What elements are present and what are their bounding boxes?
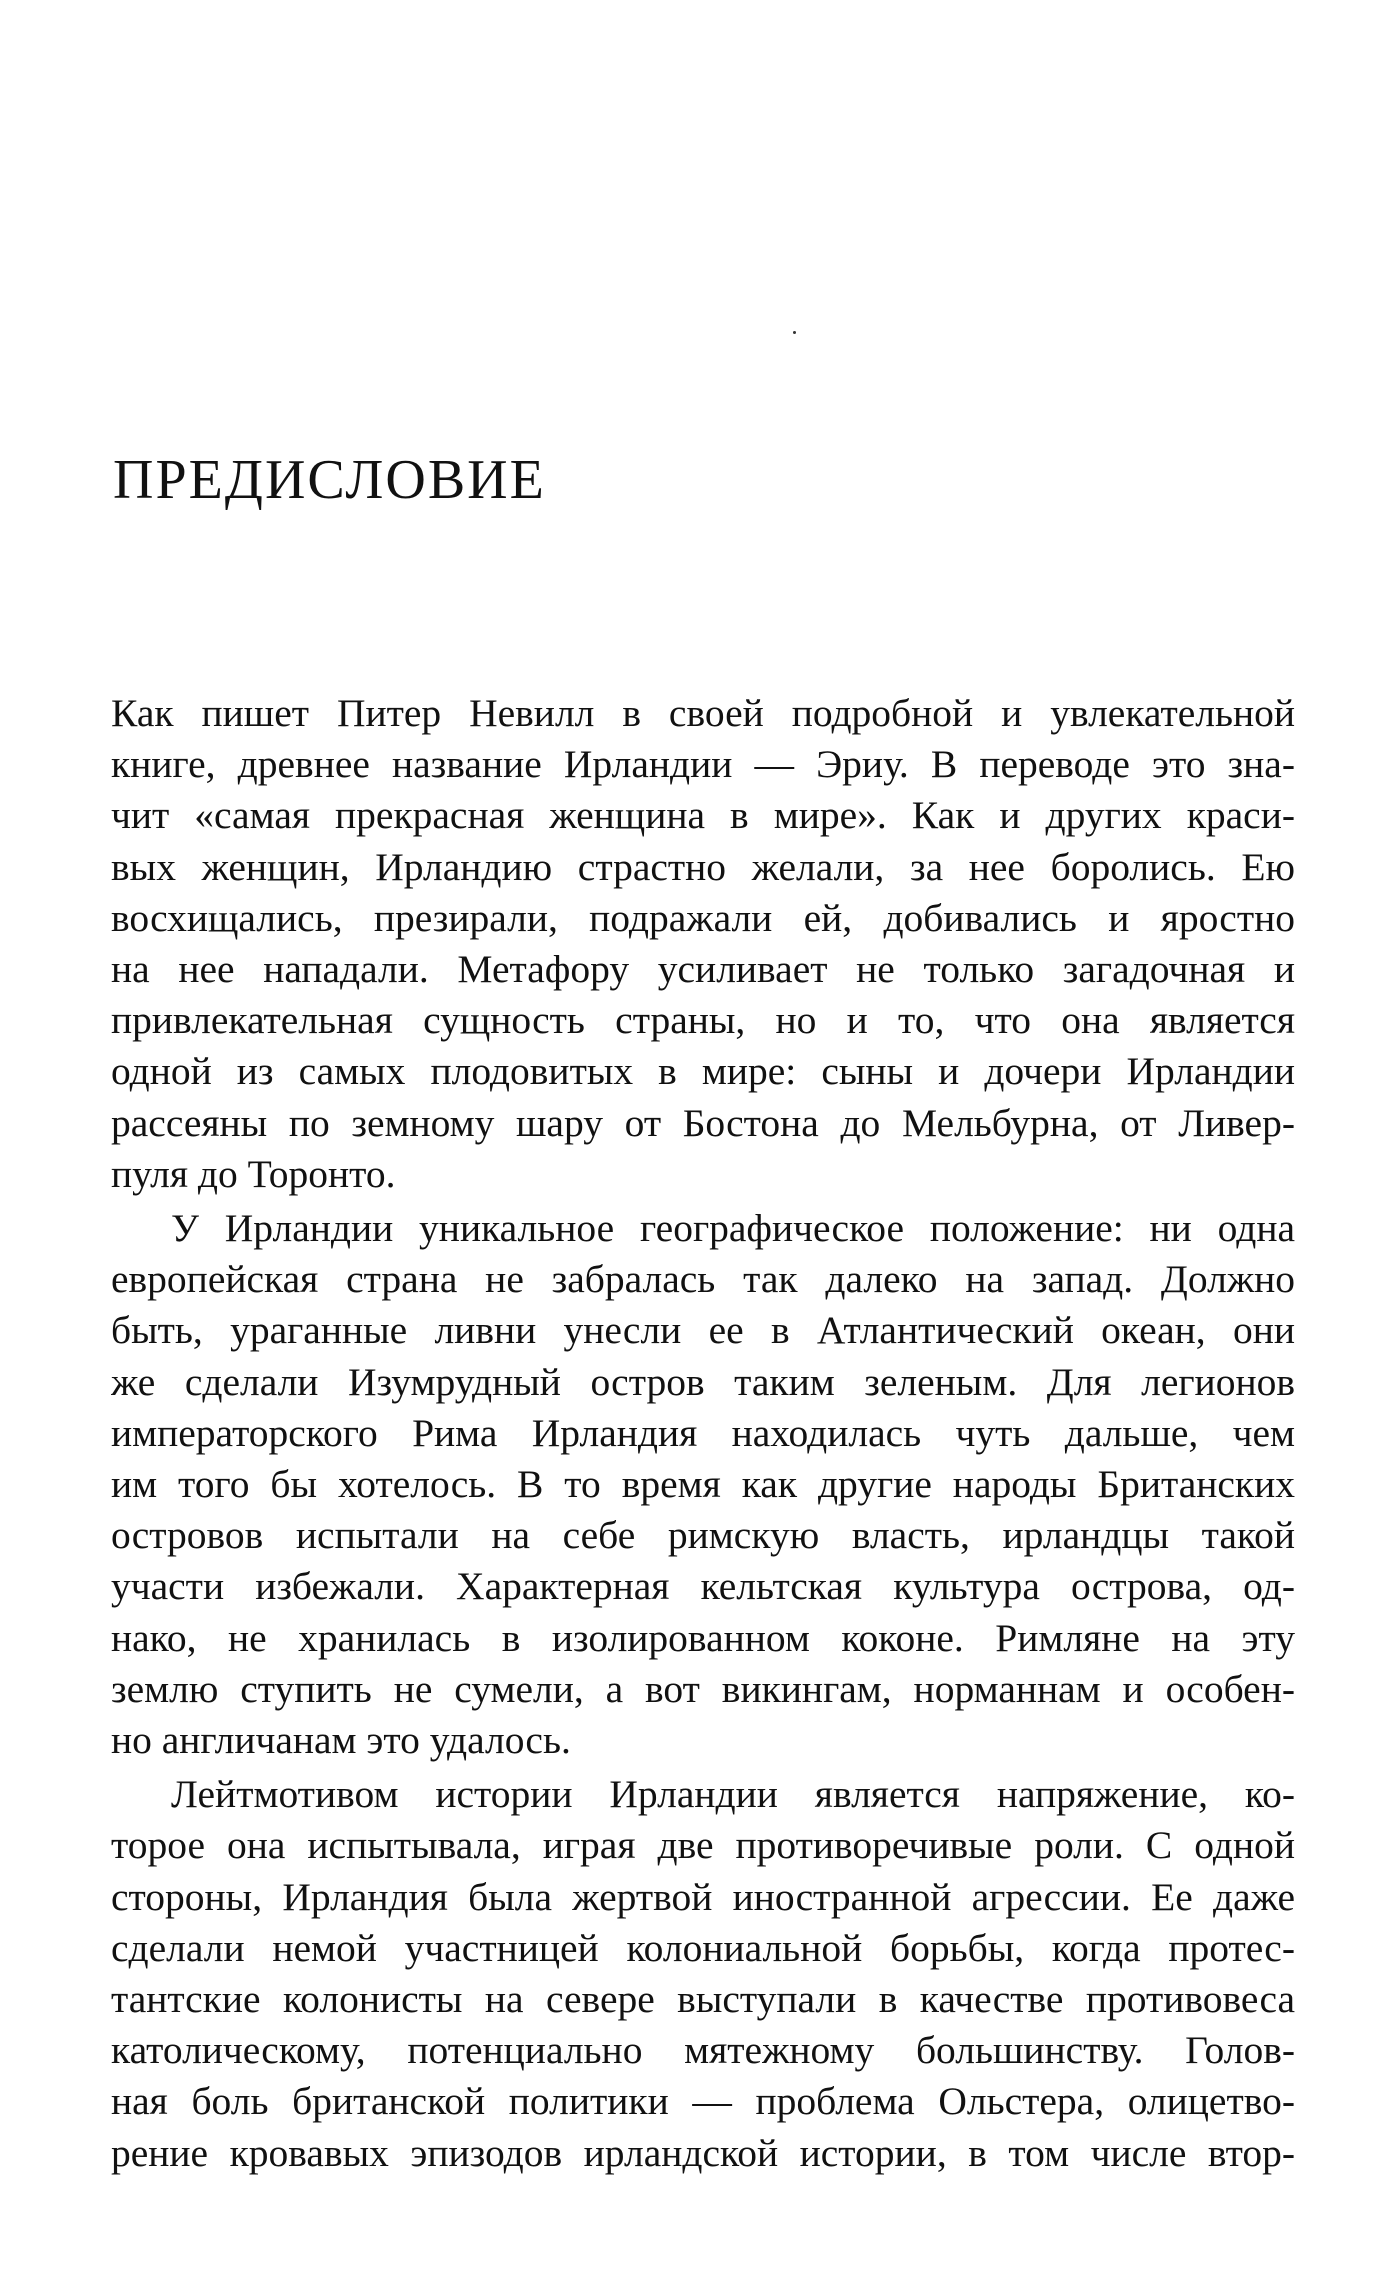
- text-line: чит «самая прекрасная женщина в мире». Как и других краси-: [111, 793, 1295, 838]
- text-line: католическому, потенциально мятежному большинству. Голов-: [111, 2028, 1295, 2073]
- text-line: участи избежали. Характерная кельтская культура острова, од-: [111, 1564, 1295, 1609]
- paragraph-3: [111, 1769, 1295, 2179]
- text-line: рение кровавых эпизодов ирландской истории, в том числе втор-: [111, 2130, 1295, 2175]
- text-line: тантские колонисты на севере выступали в качестве противовеса: [111, 1977, 1295, 2022]
- text-line: землю ступить не сумели, а вот викингам, норманнам и особен-: [111, 1666, 1295, 1711]
- text-line: торое она испытывала, играя две противоречивые роли. С одной: [111, 1823, 1295, 1868]
- text-line: нако, не хранилась в изолированном коконе. Римляне на эту: [111, 1615, 1295, 1660]
- text-line: на нее нападали. Метафору усиливает не только загадочная и: [111, 947, 1295, 992]
- text-line: пуля до Торонто.: [111, 1151, 396, 1196]
- text-line: но англичанам это удалось.: [111, 1718, 571, 1763]
- text-line: Лейтмотивом истории Ирландии является напряжение, ко-: [171, 1772, 1295, 1817]
- text-line: восхищались, презирали, подражали ей, добивались и яростно: [111, 895, 1295, 940]
- text-line: одной из самых плодовитых в мире: сыны и дочери Ирландии: [111, 1049, 1295, 1094]
- text-line: же сделали Изумрудный остров таким зеленым. Для легионов: [111, 1359, 1295, 1404]
- text-line: императорского Рима Ирландия находилась чуть дальше, чем: [111, 1410, 1295, 1455]
- text-line: книге, древнее название Ирландии — Эриу. В переводе это зна-: [111, 742, 1295, 787]
- print-speck: [793, 331, 796, 334]
- text-line: рассеяны по земному шару от Бостона до Мельбурна, от Ливер-: [111, 1100, 1295, 1145]
- text-line: быть, ураганные ливни унесли ее в Атлантический океан, они: [111, 1308, 1295, 1353]
- text-line: европейская страна не забралась так далеко на запад. Должно: [111, 1257, 1295, 1302]
- text-line: ная боль британской политики — проблема Ольстера, олицетво-: [111, 2079, 1295, 2124]
- body-text: [111, 688, 1295, 2179]
- text-line: им того бы хотелось. В то время как другие народы Британских: [111, 1462, 1295, 1507]
- text-line: вых женщин, Ирландию страстно желали, за нее боролись. Ею: [111, 844, 1295, 889]
- text-line: привлекательная сущность страны, но и то, что она является: [111, 998, 1295, 1043]
- text-line: сделали немой участницей колониальной борьбы, когда протес-: [111, 1925, 1295, 1970]
- text-line: островов испытали на себе римскую власть, ирландцы такой: [111, 1513, 1295, 1558]
- text-line: стороны, Ирландия была жертвой иностранной агрессии. Ее даже: [111, 1874, 1295, 1919]
- text-line: У Ирландии уникальное географическое положение: ни одна: [171, 1206, 1295, 1251]
- paragraph-1: [111, 688, 1295, 1200]
- text-line: Как пишет Питер Невилл в своей подробной и увлекательной: [111, 691, 1295, 735]
- paragraph-2: [111, 1203, 1295, 1766]
- chapter-title: ПРЕДИСЛОВИЕ: [113, 449, 546, 511]
